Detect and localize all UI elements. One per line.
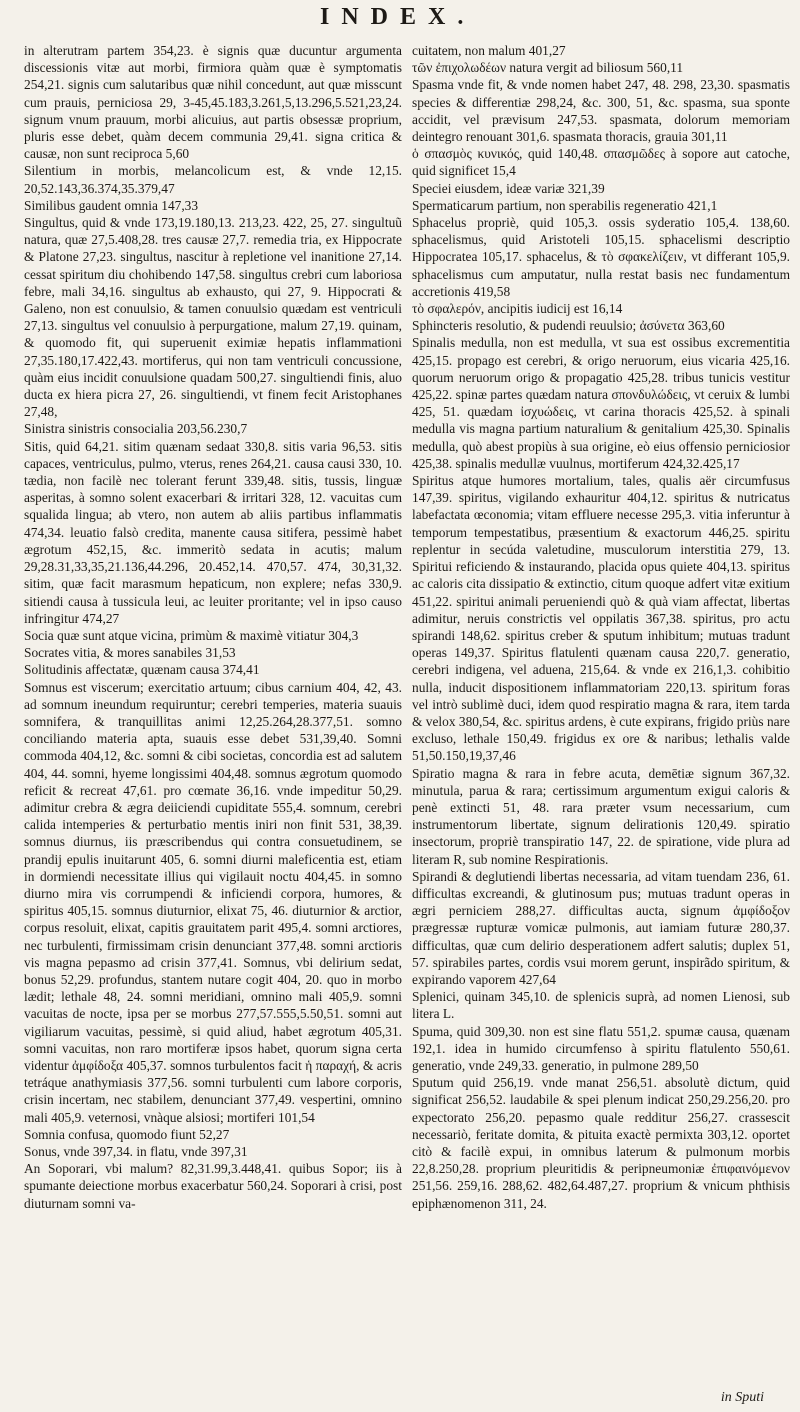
index-entry: Spasma vnde fit, & vnde nomen habet 247, 48. 298, 23,30. spasmatis species & differentiæ 298,24, &c. 300, 51, &c. spasma, sua sponte accidit, vel prævisum 247,53. spasmata, dolorum memoriam deintegro renouant 301,6. spasmata thoracis, grauia 301,11 bbox=[412, 77, 790, 145]
index-entry: Sitis, quid 64,21. sitim quænam sedaat 330,8. sitis varia 96,53. sitis capaces, ventriculus, pulmo, vterus, renes 264,21. causa causi 330, 10. tædia, non facilè nec tolerant ferunt 339,48. sitis, tussis, linguæ asperitas, à somno solent exacerbari & irritari 328, 12. vacuitas cum squalida lingua; ab vtero, non autem ab aliis partibus inflammatis 474,34. leuatio falsò credita, manente causa sitifera, pessimè habet ægrotum 452,15, &c. immeritò sedata in acutis; malum 29,28.31,33,35,21.136,44.296, 20.452,14. 470,57. 474, 30,31,32. sitim, quæ facit marasmum hepaticum, non explere; nefas 330,9. sitiendi causa à tussicula leui, ac leuiter proritante; vel in ipso causo infringitur 474,27 bbox=[24, 438, 402, 626]
index-entry: Silentium in morbis, melancolicum est, & vnde 12,15. 20,52.143,36.374,35.379,47 bbox=[24, 163, 402, 196]
index-entry: Solitudinis affectatæ, quænam causa 374,41 bbox=[24, 662, 260, 678]
index-entry: Sphincteris resolutio, & pudendi reuulsio; ἀσύνετα 363,60 bbox=[412, 318, 725, 334]
index-entry: Sphacelus propriè, quid 105,3. ossis syderatio 105,4. 138,60. sphacelismus, quid Aristoteli 105,15. sphacelismi descriptio Hippocratea 105,17. sphacelus, & τὸ σφακελίζειν, vt differant 105,9. sphacelismus cum amputatur, nulla restat basis nec fundamentum accretionis 419,58 bbox=[412, 215, 790, 299]
index-entry: τῶν ἐπιχολωδέων natura vergit ad biliosum 560,11 bbox=[412, 60, 684, 76]
index-entry: in alterutram partem 354,23. è signis quæ ducuntur argumenta discessionis vitæ aut morbi, firmiora quàm quæ è symptomatis 254,21. signis cum salutaribus quæ nihil concedunt, aut quæ misscunt cum prauis, perniciosa 29, 3-45,45.183,3.261,5,13.296,5.521,23,24. signum vnum prauum, morbi alicuius, aut partis obsessæ proprium, pluris esse debet, quàm decem communia 29,41. signa critica & causæ, non sunt reciproca 5,60 bbox=[24, 43, 402, 162]
index-entry: Somnus est viscerum; exercitatio artuum; cibus carnium 404, 42, 43. ad somnum ineundum requiruntur; cerebri temperies, materia suauis somnifera, & tranquillitas animi 12,25.264,28.377,51. somno conciliando materia apta, suauis esse debet 531,39,40. Somni commoda 404,12, &c. somni & cibi societas, concordia est ad salutem 404, 44. somni, hyeme longissimi 404,48. somnus ægrotum quomodo reficit & recreat 47,61. pro cœmate 36,16. vnde impeditur 50,29. adimitur crebra & ægra deiiciendi cupiditate 555,4. somnum, cerebri calida intemperies & perturbatio mentis iniri non finit 531, 38,39. somnus diurnus, iis præscribendus qui contra consuetudinem, se prandij epulis inuitarunt 405, 6. somni diurni maleficentia est, etiam in dormiendi necessitate illius qui vigilauit noctu 404,45. in somno diurno mira vis corrumpendi & inficiendi corpora, humores, & spiritus 405,15. somnus diuturnior, elixat 75, 46. diuturnior & arctior, corpus resoluit, elixat, capitis grauitatem parit 495,4. somni arctiores, nec turbulenti, firmissimam crisin denunciant 377,48. somni arctioris vis magna pepasmo ad crisin 377,41. Somnus, vbi delirium sedat, bonus 52,29. profundus, stantem nutare cogit 404, 20. quo in morbo lædit; lethale 48, 24. somni meridiani, omnino mali 405,9. somni vacuitas de nocte, ipsa per se morbus 277,57.555,5.50,51. somni aut vigiliarum vacuitas, pessimè, si quid aliud, habet ægrotum 405,31. somni vacuitas, non raro mortiferæ ipsos habet, quorum signa certa videntur ἀμφίδοξα 405,37. somnos turbulentos facit ἡ παραχή, & acris tetráque anathymiasis 377,56. somni turbulenti cum labore corporis, crisin incertam, nec stabilem, denunciant 377,49. vespertini, omnino mali 405,9. veternosi, vnàque alsiosi; mortiferi 101,54 bbox=[24, 679, 402, 1125]
index-entry: Splenici, quinam 345,10. de splenicis suprà, ad nomen Lienosi, sub litera L. bbox=[412, 989, 790, 1022]
page-header bbox=[0, 0, 800, 40]
index-entry: Somnia confusa, quomodo fiunt 52,27 bbox=[24, 1126, 230, 1142]
index-entry: Spiritus atque humores mortalium, tales, qualis aër circumfusus 147,39. spiritus, vigilando exhauritur 404,12. spiritus & nutricatus labefactata œconomia; vitam effluere necesse 295,3. vitia inferuntur à temporum tempestatibus, præsentium & exactorum 446,25. spiritu replentur in secúda valetudine, musculorum interstitia 279, 13. Spiritui reficiendo & instaurando, placida opus quiete 404,13. spiritus ac caloris cita dissipatio & extinctio, citum quoque adfert vitæ exitium 451,22. spiritui animali perueniendi quò & quà viam affectat, libertas adimitur, neruis constrictis vel oppilatis 367,38. spiritus, pro actu spirandi 148,62. spiritus creber & sputum inhibitum; mutuas tradunt operas 149,37. Spiritus flatulenti quænam causa 220,7. generatio, cerebri indigena, vel aduena, 215,64. & vnde ex 216,1,3. cohibitio nulla, inducit dispositionem inflammatoriam 220,13. spiritum foras vel intrò sublimè duci, idem quod respiratio magna & rara, item tarda & velox 380,54, &c. spiritus ardens, è cute expirans, frigido priùs nare excluso, lethale 150,49. frigidus ex ore & naribus; lethalis valde 51,50.150,19,37,46 bbox=[412, 473, 790, 764]
index-entry: Socrates vitia, & mores sanabiles 31,53 bbox=[24, 645, 236, 661]
index-entry: Socia quæ sunt atque vicina, primùm & maximè vitiatur 304,3 bbox=[24, 627, 359, 643]
page-title: INDEX. bbox=[320, 4, 476, 30]
index-entry: Spiratio magna & rara in febre acuta, demētiæ signum 367,32. minutula, parua & rara; certissimum argumentum exigui caloris & penè extincti 51, 48. rara præter vsum necessarium, cum instrumentorum libertate, signum delirationis 120,49. spiratio insectorum, propriè transpiratio 147, 22. de spiratione, vide plura ad literam R, sub nomine Respirationis. bbox=[412, 765, 790, 867]
index-entry: Sonus, vnde 397,34. in flatu, vnde 397,31 bbox=[24, 1144, 248, 1159]
catchword: in Sputi bbox=[720, 1390, 764, 1405]
index-entry: Spuma, quid 309,30. non est sine flatu 551,2. spumæ causa, quænam 192,1. idea in humido circumfenso à spiritu flatulento 550,61. generatio, vnde 249,33. generatio, in pulmone 289,50 bbox=[412, 1023, 790, 1073]
left-column bbox=[24, 42, 402, 1212]
index-entry: Similibus gaudent omnia 147,33 bbox=[24, 197, 199, 213]
index-entry: Sinistra sinistris consocialia 203,56.230,7 bbox=[24, 421, 248, 437]
right-column bbox=[412, 42, 790, 1212]
index-entry: Sputum quid 256,19. vnde manat 256,51. absolutè dictum, quid significat 256,52. laudabile & spei plenum indicat 250,29.256,20. pro expectorato 256,20. pepasmo quale redditur 256,27. crassescit necessariò, feritate domita, & pituita exactè permixta 303,12. oportet citò & facilè expui, in omnibus laterum & pulmonum morbis 22,8.250,28. proprium pleuritidis & peripneumoniæ ἐπιφαινόμενον 251,56. 259,16. 288,62. 482,64.487,27. proprium & vnicum phthisis epiphænomenon 311, 24. bbox=[412, 1075, 790, 1211]
index-entry: cuitatem, non malum 401,27 bbox=[412, 43, 566, 58]
index-entry: Singultus, quid & vnde 173,19.180,13. 213,23. 422, 25, 27. singultuũ natura, quæ 27,5.408,28. tres causæ 27,7. remedia tria, ex Hippocrate & Platone 27,23. singultus, nascitur à repletione vel inanitione 27,14. cessat spiritum diu chohibendo 147,58. singultus crebri cum laboriosa febre, mali 34,16. singultus ab exhausto, qui 27, 9. Hippocrati & Galeno, non est conuulsio, & tamen conuulsio quædam est ventriculi 27,13. singultus vel conuulsio à perpurgatione, malum 27,19. quinam, & quomodo fit, qui superuenit eximiæ hepatis inflammationi 27,35.180,17.422,43. mortiferus, qui non tam ventriculi concussione, quàm eius incidit conuulsione quadam 500,27. singultiendi finis, aluo ducta ex hiera picra 27, 26. singultiendi, vt finem fecit Aristophanes 27,48, bbox=[24, 215, 402, 420]
index-entry: Spermaticarum partium, non sperabilis regeneratio 421,1 bbox=[412, 197, 718, 213]
index-entry: Spirandi & deglutiendi libertas necessaria, ad vitam tuendam 236, 61. difficultas excreandi, & glutinosum pus; mutuas tradunt operas in ægri perniciem 288,27. difficultas aucta, signum ἀμφίδοξον prægressæ rupturæ vomicæ pulmonis, aut iamiam futuræ 280,37. difficultas, quæ cum delirio desperationem adfert salutis; duplex 51, 57. spirabiles partes, cordis vsui morem gerunt, inspirãdo spiritum, & expirando vaporem 427,64 bbox=[412, 868, 790, 987]
index-entry: Spinalis medulla, non est medulla, vt sua est ossibus excrementitia 425,15. propago est cerebri, & origo neruorum, eius vicaria 425,16. quorum neruorum origo & propagatio 425,28. tribus tunicis vestitur 425,22. spinæ partes quædam natura σπονδυλώδεις, vt ceruix & lumbi 425, 51. quædam ἰσχυώδεις, vt carina thoracis 425,52. à spinali medulla vis magna partium naturalium & genitalium 425,30. Spinalis medulla, quò abest propiùs à sua origine, eò eius offensio perniciosior 425,38. spinalis medullæ vuulnus, mortiferum 424,32.425,17 bbox=[412, 335, 790, 471]
index-entry: τὸ σφαλερόν, ancipitis iudicij est 16,14 bbox=[412, 301, 623, 317]
index-entry: ὁ σπασμὸς κυνικός, quid 140,48. σπασμῶδες à sopore aut catoche, quid significet 15,4 bbox=[412, 146, 790, 179]
index-entry: Speciei eiusdem, ideæ variæ 321,39 bbox=[412, 180, 605, 196]
index-entry: An Soporari, vbi malum? 82,31.99,3.448,41. quibus Sopor; iis à spumante deiectione morbus exacerbatur 560,24. Soporari à crisi, post diuturnam somni va- bbox=[24, 1161, 402, 1211]
